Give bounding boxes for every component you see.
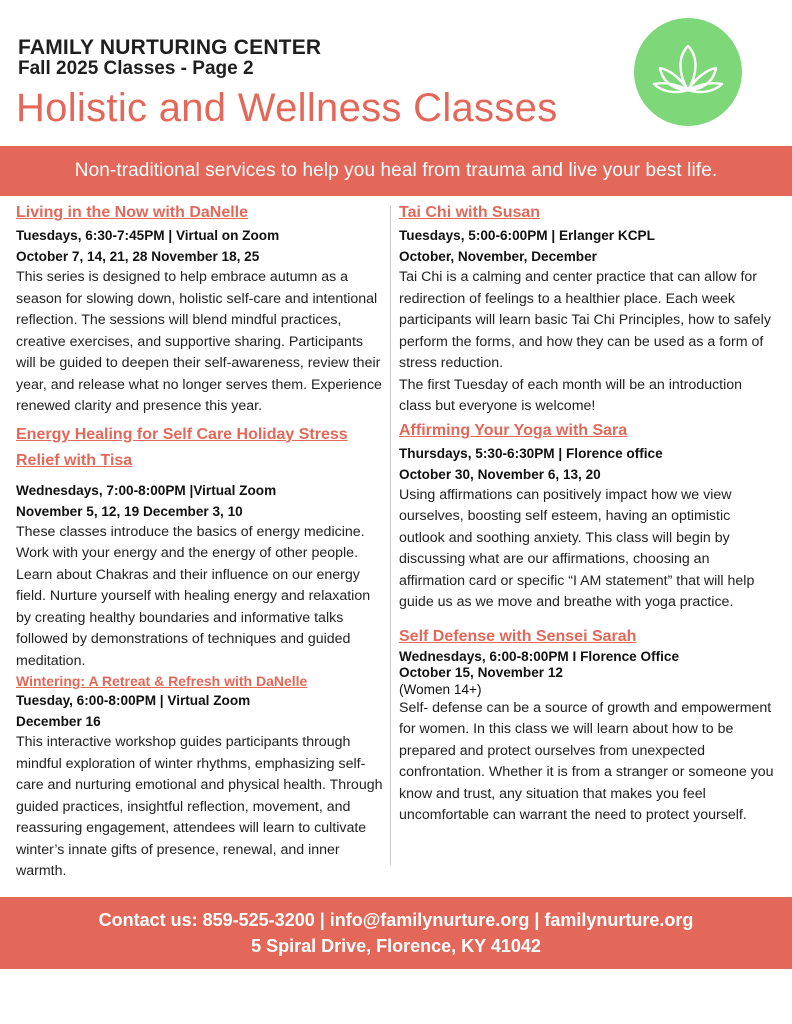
class-schedule: Tuesdays, 6:30-7:45PM | Virtual on Zoom	[16, 228, 280, 243]
page-title: Holistic and Wellness Classes	[16, 86, 558, 130]
class-description: Tai Chi is a calming and center practice that can allow for redirection of feelings to a healthier place. Each week participants will learn basic Tai Chi Principles, how to safely perform the forms, and how they can be used as a form of stress reduction.	[399, 269, 771, 371]
class-title[interactable]: Affirming Your Yoga with Sara	[399, 421, 628, 439]
class-self-defense	[399, 624, 775, 827]
class-description: Self- defense can be a source of growth and empowerment for women. In this class we will learn about how to be prepared and protect ourselves from unexpected confrontation. Whether it is from a stranger or someone you know and trust, any situation that makes you feel uncomfortable can warrant the need to protect yourself.	[399, 699, 774, 823]
class-schedule: Thursdays, 5:30-6:30PM | Florence office	[399, 445, 663, 461]
class-title[interactable]: Wintering: A Retreat & Refresh with DaNelle	[16, 673, 308, 689]
org-name: FAMILY NURTURING CENTER	[18, 36, 322, 59]
class-dates: October 30, November 6, 13, 20	[399, 466, 601, 482]
lotus-icon	[634, 18, 742, 126]
class-schedule: Wednesdays, 7:00-8:00PM |Virtual Zoom	[16, 482, 277, 498]
class-dates: October 7, 14, 21, 28 November 18, 25	[16, 249, 260, 264]
address-line: 5 Spiral Drive, Florence, KY 41042	[251, 936, 541, 956]
class-description: This series is designed to help embrace autumn as a season for slowing down, holistic self-care and intentional reflection. The sessions will blend mindful practices, creative exercises, and supportive sharing. Participants will be guided to deepen their self-awareness, review their year, and release what no longer serves them. Experience renewed clarity and presence this year.	[16, 269, 382, 414]
class-dates: October, November, December	[399, 249, 597, 264]
tagline-banner: Non-traditional services to help you heal from trauma and live your best life.	[0, 146, 792, 196]
class-dates: October 15, November 12	[399, 664, 563, 680]
page-subtitle: Fall 2025 Classes - Page 2	[18, 58, 254, 79]
class-dates: November 5, 12, 19 December 3, 10	[16, 503, 243, 519]
class-schedule: Tuesday, 6:00-8:00PM | Virtual Zoom	[16, 693, 251, 708]
class-schedule: Wednesdays, 6:00-8:00PM I Florence Office	[399, 648, 680, 664]
class-affirming-yoga	[399, 418, 775, 614]
class-title[interactable]: Living in the Now with DaNelle	[16, 204, 249, 221]
contact-line[interactable]: Contact us: 859-525-3200 | info@familynurture.org | familynurture.org	[98, 910, 694, 930]
class-audience: (Women 14+)	[399, 681, 482, 697]
class-dates: December 16	[16, 714, 101, 729]
class-schedule: Tuesdays, 5:00-6:00PM | Erlanger KCPL	[399, 228, 655, 243]
class-description-extra: The first Tuesday of each month will be an introduction class but everyone is welcome!	[399, 376, 743, 414]
logo	[634, 18, 742, 126]
left-column	[16, 200, 384, 883]
column-divider	[390, 205, 391, 865]
class-description: This interactive workshop guides participants through mindful exploration of winter rhythms, emphasizing self-care and nurturing emotional and physical health. Through guided practices, insightful reflection, movement, and reassuring engagement, attendees will learn to cultivate winter’s innate gifts of presence, renewal, and inner warmth.	[16, 734, 383, 879]
class-description: Using affirmations can positively impact how we view ourselves, boosting self esteem, having an optimistic outlook and soothing anxiety. This class will begin by discussing what are our affirmations, choosing an affirmation card or specific “I AM statement” that will help guide us as we move and breathe with yoga practice.	[399, 486, 755, 610]
class-title[interactable]: Tai Chi with Susan	[399, 204, 541, 221]
class-title[interactable]: Self Defense with Sensei Sarah	[399, 627, 637, 645]
class-living-in-the-now	[16, 200, 384, 418]
class-description: These classes introduce the basics of energy medicine. Work with your energy and the energy of other people. Learn about Chakras and their influence on our energy field. Nurture yourself with healing energy and relaxation by creating healthy boundaries and informative talks followed by demonstrations of techniques and guided meditation.	[16, 523, 371, 669]
class-energy-healing	[16, 422, 384, 673]
class-title[interactable]: Energy Healing for Self Care Holiday Stress Relief with Tisa	[16, 425, 348, 469]
class-tai-chi	[399, 200, 775, 418]
class-wintering	[16, 672, 384, 883]
contact-footer	[0, 897, 792, 969]
right-column	[399, 200, 775, 827]
